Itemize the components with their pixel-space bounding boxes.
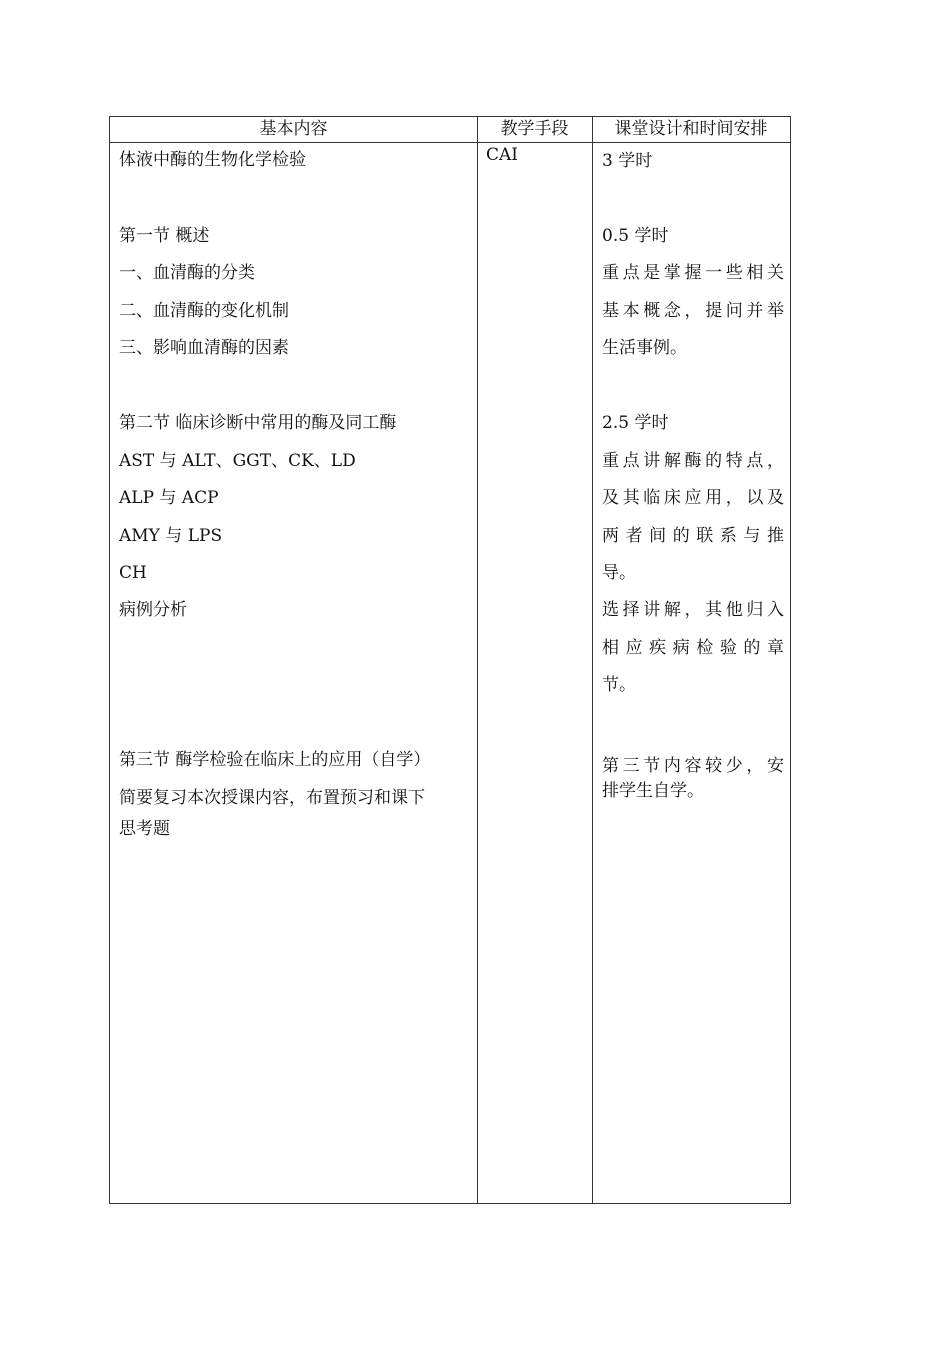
section3-title: 第三节 酶学检验在临床上的应用（自学）: [119, 750, 431, 770]
section1-time: 0.5 学时: [602, 226, 669, 246]
section2-note2-line: 节。: [602, 675, 636, 695]
section2-item: AST 与 ALT、GGT、CK、LD: [119, 451, 356, 471]
section1-note-line: 生活事例。: [602, 338, 687, 358]
section2-note-line: 重点讲解酶的特点，: [602, 451, 784, 471]
section2-note2-line: 相应疾病检验的章: [602, 638, 784, 658]
teaching-method: CAI: [486, 145, 518, 165]
section2-item: 病例分析: [119, 600, 187, 620]
section1-note-line: 基本概念，提问并举: [602, 301, 784, 321]
section2-note-line: 及其临床应用，以及: [602, 488, 784, 508]
column-divider-2: [592, 117, 593, 1203]
summary-line: 思考题: [119, 819, 170, 839]
section1-item: 二、血清酶的变化机制: [119, 301, 289, 321]
section2-item: CH: [119, 563, 147, 583]
header-method: 教学手段: [500, 119, 569, 139]
section2-item: AMY 与 LPS: [119, 526, 223, 546]
section3-note-line: 排学生自学。: [602, 781, 704, 801]
summary-line: 简要复习本次授课内容，布置预习和课下: [119, 788, 425, 808]
section3-note-line: 第三节内容较少，安: [602, 756, 784, 776]
header-content: 基本内容: [259, 119, 328, 139]
lesson-plan-table: [109, 116, 791, 1204]
section2-note-line: 两者间的联系与推: [602, 526, 784, 546]
section2-note2-line: 选择讲解，其他归入: [602, 600, 784, 620]
header-divider: [110, 142, 790, 143]
section2-time: 2.5 学时: [602, 413, 669, 433]
section2-title: 第二节 临床诊断中常用的酶及同工酶: [119, 413, 397, 433]
section1-title: 第一节 概述: [119, 226, 210, 246]
section1-item: 三、影响血清酶的因素: [119, 338, 289, 358]
content-title: 体液中酶的生物化学检验: [119, 150, 306, 170]
section1-note-line: 重点是掌握一些相关: [602, 263, 784, 283]
section2-item: ALP 与 ACP: [119, 488, 219, 508]
column-divider-1: [477, 117, 478, 1203]
section1-item: 一、血清酶的分类: [119, 263, 255, 283]
header-design: 课堂设计和时间安排: [614, 119, 768, 139]
total-time: 3 学时: [602, 151, 653, 171]
section2-note-line: 导。: [602, 563, 636, 583]
